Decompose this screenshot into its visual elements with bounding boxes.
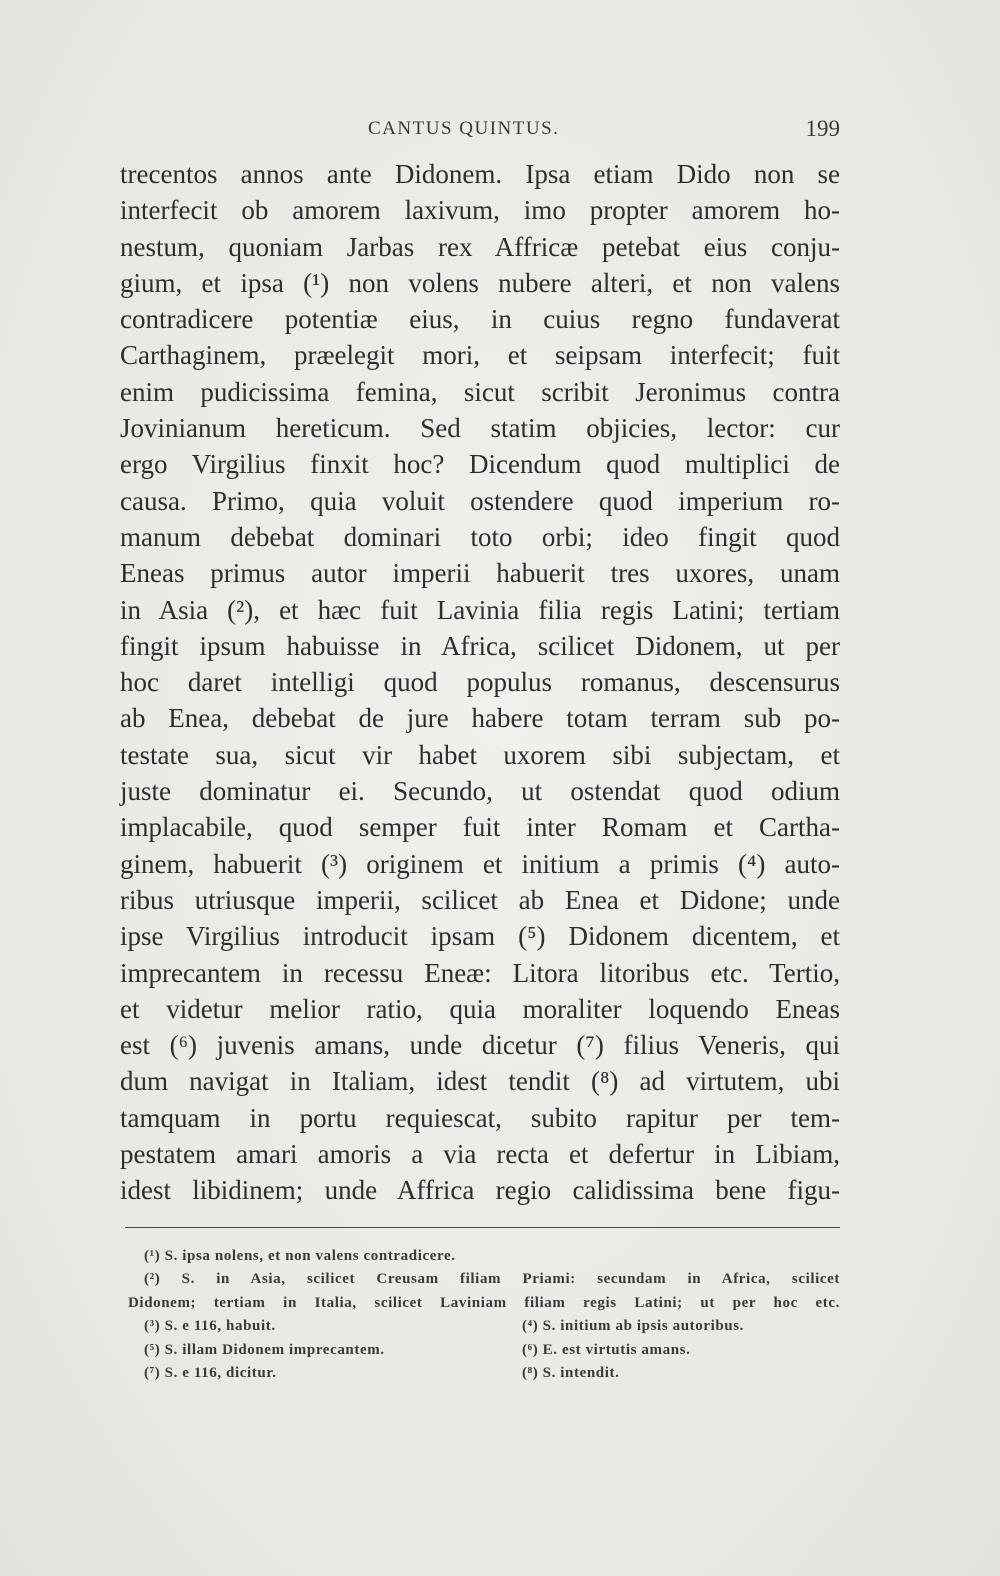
- text-line: enim pudicissima femina, sicut scribit Jeronimus contra: [120, 376, 840, 407]
- text-line: ginem, habuerit (³) originem et initium a primis (⁴) auto-: [120, 848, 840, 879]
- text-line: est (⁶) juvenis amans, unde dicetur (⁷) filius Veneris, qui: [120, 1030, 840, 1061]
- footnote-6: (⁶) E. est virtutis amans.: [522, 1341, 691, 1358]
- running-head: CANTUS QUINTUS.: [368, 118, 560, 139]
- text-line: pestatem amari amoris a via recta et defertur in Libiam,: [120, 1139, 840, 1170]
- text-line: idest libidinem; unde Affrica regio calidissima bene figu-: [120, 1175, 840, 1206]
- text-line: testate sua, sicut vir habet uxorem sibi subjectam, et: [120, 739, 840, 770]
- text-line: contradicere potentiæ eius, in cuius regno fundaverat: [120, 304, 840, 335]
- text-line: manum debebat dominari toto orbi; ideo fingit quod: [120, 521, 840, 552]
- footnote-row: [128, 1339, 840, 1362]
- text-line: in Asia (²), et hæc fuit Lavinia filia regis Latini; tertiam: [120, 594, 840, 625]
- footnotes: [128, 1245, 840, 1385]
- text-line: imprecantem in recessu Eneæ: Litora litoribus etc. Tertio,: [120, 957, 840, 988]
- text-line: implacabile, quod semper fuit inter Romam et Cartha-: [120, 812, 840, 843]
- footnote-2-continued: Didonem; tertiam in Italia, scilicet Laviniam filiam regis Latini; ut per hoc etc.: [128, 1294, 840, 1311]
- text-line: tamquam in portu requiescat, subito rapitur per tem-: [120, 1102, 840, 1133]
- footnote-3: (³) S. e 116, habuit.: [144, 1318, 276, 1335]
- text-line: gium, et ipsa (¹) non volens nubere alteri, et non valens: [120, 267, 840, 298]
- footnote-row: [128, 1362, 840, 1385]
- text-line: ribus utriusque imperii, scilicet ab Enea et Didone; unde: [120, 884, 840, 915]
- page-header: [120, 116, 840, 146]
- text-line: ergo Virgilius finxit hoc? Dicendum quod multiplici de: [120, 449, 840, 480]
- page-number: 199: [805, 116, 840, 141]
- text-line: causa. Primo, quia voluit ostendere quod imperium ro-: [120, 485, 840, 516]
- text-line: nestum, quoniam Jarbas rex Affricæ petebat eius conju-: [120, 231, 840, 262]
- footnote-1: (¹) S. ipsa nolens, et non valens contradicere.: [144, 1248, 456, 1264]
- text-line: Carthaginem, præelegit mori, et seipsam interfecit; fuit: [120, 340, 840, 371]
- footnote-row: [128, 1315, 840, 1338]
- text-line: hoc daret intelligi quod populus romanus, descensurus: [120, 667, 840, 698]
- text-line: trecentos annos ante Didonem. Ipsa etiam Dido non se: [120, 159, 840, 189]
- text-line: interfecit ob amorem laxivum, imo propter amorem ho-: [120, 195, 840, 226]
- footnote-4: (⁴) S. initium ab ipsis autoribus.: [522, 1318, 745, 1335]
- main-text: [120, 156, 840, 1209]
- footnote-2: (²) S. in Asia, scilicet Creusam filiam Priami: secundam in Africa, scilicet: [144, 1271, 840, 1288]
- text-line: ab Enea, debebat de jure habere totam terram sub po-: [120, 703, 840, 734]
- text-line: Jovinianum hereticum. Sed statim objicies, lector: cur: [120, 413, 840, 444]
- text-line: et videtur melior ratio, quia moraliter loquendo Eneas: [120, 993, 840, 1024]
- text-line: juste dominatur ei. Secundo, ut ostendat quod odium: [120, 776, 840, 807]
- text-line: Eneas primus autor imperii habuerit tres uxores, unam: [120, 558, 840, 589]
- footnote-divider: [125, 1227, 840, 1228]
- text-line: fingit ipsum habuisse in Africa, scilicet Didonem, ut per: [120, 630, 840, 661]
- text-line: ipse Virgilius introducit ipsam (⁵) Didonem dicentem, et: [120, 921, 840, 952]
- footnote-8: (⁸) S. intendit.: [522, 1364, 620, 1381]
- footnote-5: (⁵) S. illam Didonem imprecantem.: [144, 1341, 385, 1358]
- text-line: dum navigat in Italiam, idest tendit (⁸) ad virtutem, ubi: [120, 1066, 840, 1097]
- footnote-7: (⁷) S. e 116, dicitur.: [144, 1364, 277, 1381]
